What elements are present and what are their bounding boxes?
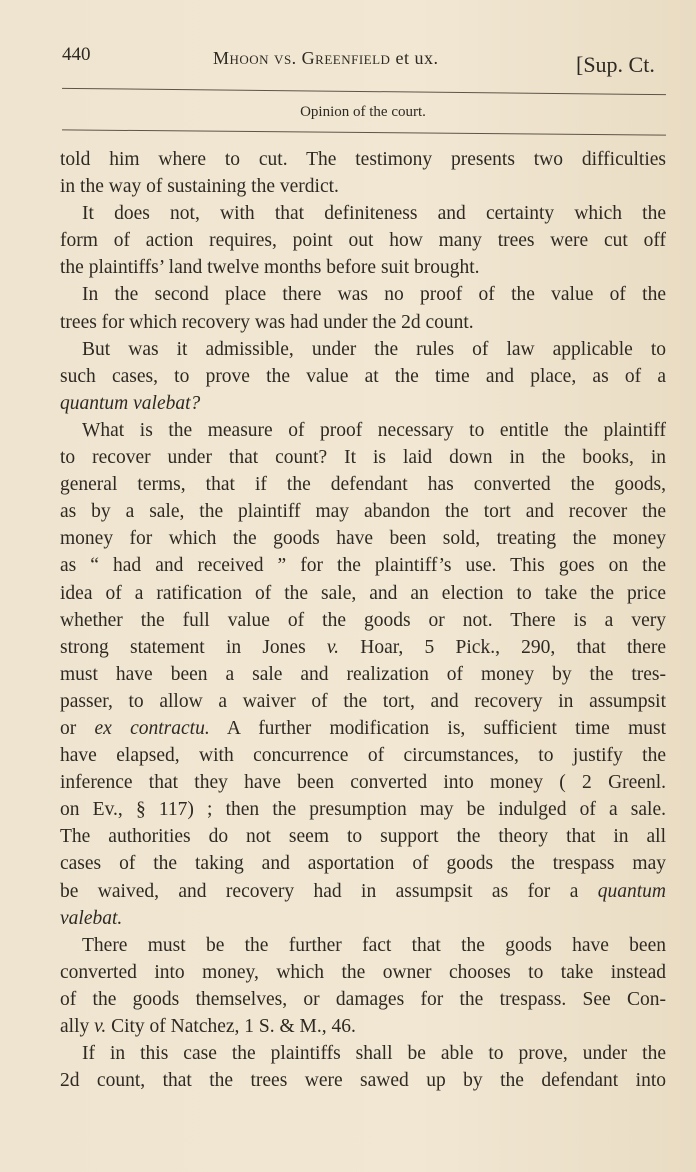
text-line [60, 850, 666, 877]
text-line [60, 336, 666, 363]
text-line [60, 742, 666, 769]
italic-text: valebat. [60, 907, 123, 929]
text-segment: must have been a sale and realization of money by the tres- [60, 663, 666, 685]
court-label: [Sup. Ct. [576, 52, 655, 77]
text-segment: ally [60, 1016, 95, 1037]
text-segment: the plaintiffs’ land twelve months before suit brought. [60, 257, 480, 279]
text-segment: as “ had and received ” for the plaintiff’s use. This goes on the [60, 555, 666, 577]
text-line [60, 905, 666, 932]
page-number: 440 [62, 44, 91, 65]
text-line [60, 661, 666, 688]
text-line [60, 986, 666, 1013]
text-segment: such cases, to prove the value at the time and place, as of a [60, 365, 666, 387]
text-segment: told him where to cut. The testimony presents two difficulties [60, 149, 666, 170]
text-line [60, 634, 666, 661]
text-segment: or [60, 717, 95, 739]
header-rule-top [62, 88, 666, 95]
text-segment: City of Natchez, 1 S. & M., 46. [106, 1016, 356, 1037]
text-line [60, 715, 666, 742]
text-line [60, 796, 666, 823]
text-line [60, 823, 666, 850]
italic-text: quantum valebat? [60, 392, 201, 414]
text-segment: In the second place there was no proof of the value of the [82, 284, 666, 306]
text-segment: as by a sale, the plaintiff may abandon the tort and recover the [60, 501, 666, 523]
text-segment: It does not, with that definiteness and certainty which the [82, 203, 666, 225]
text-line [60, 417, 666, 444]
text-line [60, 363, 666, 390]
text-line [60, 878, 666, 905]
text-segment: general terms, that if the defendant has converted the goods, [60, 474, 666, 496]
text-line [60, 1040, 666, 1067]
text-line [60, 173, 666, 200]
text-line [60, 309, 666, 336]
text-line [60, 959, 666, 986]
text-line [60, 525, 666, 552]
text-segment: money for which the goods have been sold, treating the money [60, 528, 666, 550]
text-line [60, 552, 666, 579]
running-title [213, 48, 438, 69]
text-segment: 2d count, that the trees were sawed up by the defendant into [60, 1070, 666, 1092]
text-segment: strong statement in Jones [60, 636, 327, 658]
text-line [60, 227, 666, 254]
text-line [60, 444, 666, 471]
text-segment: in the way of sustaining the verdict. [60, 176, 339, 198]
text-segment: cases of the taking and asportation of goods the trespass may [60, 853, 666, 875]
text-segment: There must be the further fact that the goods have been [82, 934, 666, 956]
text-segment: form of action requires, point out how many trees were cut off [60, 230, 666, 252]
text-segment: of the goods themselves, or damages for the trespass. See Con- [60, 988, 666, 1010]
text-line [60, 932, 666, 959]
text-segment: But was it admissible, under the rules of law applicable to [82, 338, 666, 360]
text-line [60, 281, 666, 308]
text-segment: What is the measure of proof necessary to entitle the plaintiff [82, 419, 666, 441]
italic-text: quantum [597, 880, 666, 902]
text-segment: Hoar, 5 Pick., 290, that there [339, 636, 666, 658]
text-line [60, 769, 666, 796]
text-line [60, 688, 666, 715]
text-line [60, 580, 666, 607]
italic-text: v. [326, 636, 339, 658]
text-line [60, 254, 666, 281]
text-line [60, 1067, 666, 1094]
text-segment: converted into money, which the owner chooses to take instead [60, 961, 666, 983]
text-line [60, 471, 666, 498]
text-line [60, 200, 666, 227]
text-line [60, 1013, 666, 1040]
body-text [60, 146, 666, 1094]
text-segment: to recover under that count? It is laid down in the books, in [60, 447, 666, 469]
text-segment: whether the full value of the goods or not. There is a very [60, 609, 666, 631]
running-title-suffix: et ux. [390, 48, 439, 68]
text-segment: passer, to allow a waiver of the tort, and recovery in assumpsit [60, 690, 666, 712]
text-line [60, 146, 666, 173]
header-rule-bottom [62, 129, 666, 135]
text-line [60, 498, 666, 525]
text-segment: on Ev., § 117) ; then the presumption may be indulged of a sale. [60, 799, 666, 821]
italic-text: ex contractu. [94, 717, 210, 739]
text-segment: If in this case the plaintiffs shall be able to prove, under the [82, 1043, 666, 1065]
section-heading: Opinion of the court. [300, 104, 426, 120]
running-title-case: Mhoon vs. Greenfield [213, 48, 391, 68]
text-segment: inference that they have been converted into money ( 2 Greenl. [60, 772, 666, 794]
text-segment: The authorities do not seem to support the theory that in all [60, 826, 666, 848]
text-line [60, 390, 666, 417]
text-line [60, 607, 666, 634]
text-segment: be waived, and recovery had in assumpsit as for a [60, 880, 598, 902]
text-segment: trees for which recovery was had under the 2d count. [60, 311, 474, 333]
italic-text: v. [94, 1016, 107, 1037]
text-segment: A further modification is, sufficient time must [209, 717, 666, 739]
text-segment: have elapsed, with concurrence of circumstances, to justify the [60, 745, 666, 767]
text-segment: idea of a ratification of the sale, and an election to take the price [60, 582, 666, 604]
